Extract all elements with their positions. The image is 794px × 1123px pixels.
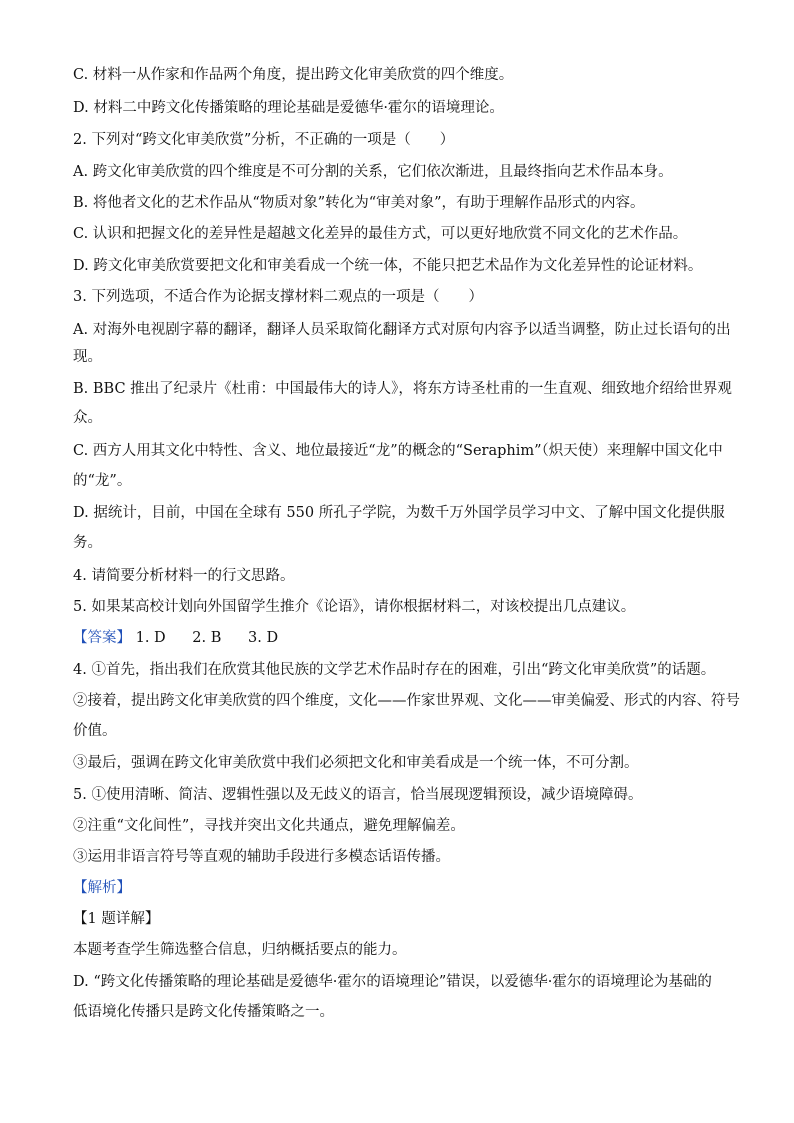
answer-4-line1: 4. ①首先，指出我们在欣赏其他民族的文学艺术作品时存在的困难，引出“跨文化审美欣赏”的话题。	[73, 662, 716, 678]
answer-item: 3. D	[248, 630, 279, 646]
option-3d-line1: D. 据统计，目前，中国在全球有 550 所孔子学院，为数千万外国学员学习中文、了解中国文化提供服	[73, 505, 725, 521]
question-5: 5. 如果某高校计划向外国留学生推介《论语》，请你根据材料二，对该校提出几点建议。	[73, 599, 636, 615]
option-3b-line1: B. BBC 推出了纪录片《杜甫：中国最伟大的诗人》，将东方诗圣杜甫的一生直观、细致地介绍给世界观	[73, 381, 732, 397]
answer-label: 【答案】	[73, 630, 131, 646]
answer-5-line2: ②注重“文化间性”，寻找并突出文化共通点，避免理解偏差。	[73, 818, 465, 834]
option-3a-line1: A. 对海外电视剧字幕的翻译，翻译人员采取简化翻译方式对原句内容予以适当调整，防止过长语句的出	[73, 322, 731, 338]
question-2: 2. 下列对“跨文化审美欣赏”分析，不正确的一项是（ ）	[73, 132, 455, 148]
option-3a-line2: 现。	[73, 349, 102, 365]
answer-5-line3: ③运用非语言符号等直观的辅助手段进行多模态话语传播。	[73, 849, 450, 865]
option-3b-line2: 众。	[73, 410, 102, 426]
option-2b: B. 将他者文化的艺术作品从“物质对象”转化为“审美对象”，有助于理解作品形式的内容。	[73, 195, 645, 211]
question-4: 4. 请简要分析材料一的行文思路。	[73, 568, 295, 584]
answer-item: 1. D	[135, 630, 166, 646]
detail-heading-1: 【1 题详解】	[73, 911, 160, 927]
option-2a: A. 跨文化审美欣赏的四个维度是不可分割的关系，它们依次渐进，且最终指向艺术作品本身。	[73, 164, 673, 180]
option-2c: C. 认识和把握文化的差异性是超越文化差异的最佳方式，可以更好地欣赏不同文化的艺术作品。	[73, 226, 688, 242]
answer-4-line4: ③最后，强调在跨文化审美欣赏中我们必须把文化和审美看成是一个统一体，不可分割。	[73, 755, 639, 771]
option-1c: C. 材料一从作家和作品两个角度，提出跨文化审美欣赏的四个维度。	[73, 67, 514, 83]
answer-item: 2. B	[192, 630, 222, 646]
option-2d: D. 跨文化审美欣赏要把文化和审美看成一个统一体，不能只把艺术品作为文化差异性的论证材料。	[73, 258, 703, 274]
option-3c-line1: C. 西方人用其文化中特性、含义、地位最接近“龙”的概念的“Seraphim”（炽天使）来理解中国文化中	[73, 443, 723, 459]
analysis-label: 【解析】	[73, 880, 131, 896]
detail-text: 低语境化传播只是跨文化传播策略之一。	[73, 1004, 334, 1020]
option-1d: D. 材料二中跨文化传播策略的理论基础是爱德华·霍尔的语境理论。	[73, 100, 504, 116]
option-3c-line2: 的“龙”。	[73, 473, 132, 489]
detail-text: 本题考查学生筛选整合信息，归纳概括要点的能力。	[73, 942, 407, 958]
answer-5-line1: 5. ①使用清晰、简洁、逻辑性强以及无歧义的语言，恰当展现逻辑预设，减少语境障碍。	[73, 787, 643, 803]
option-3d-line2: 务。	[73, 535, 102, 551]
detail-text: D. “跨文化传播策略的理论基础是爱德华·霍尔的语境理论”错误，以爱德华·霍尔的语境理论为基础的	[73, 974, 712, 990]
answer-row	[73, 628, 733, 648]
answer-4-line3: 价值。	[73, 723, 117, 739]
answer-4-line2: ②接着，提出跨文化审美欣赏的四个维度，文化——作家世界观、文化——审美偏爱、形式的内容、符号	[73, 693, 740, 709]
question-3: 3. 下列选项，不适合作为论据支撑材料二观点的一项是（ ）	[73, 289, 483, 305]
